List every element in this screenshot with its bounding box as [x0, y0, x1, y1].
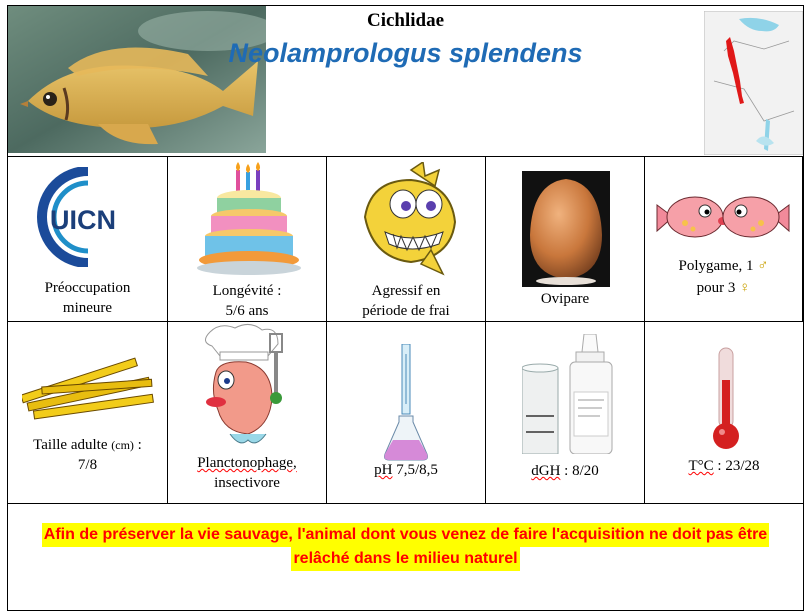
species-sheet: [7, 5, 804, 611]
cell-mating: [645, 157, 803, 322]
female-symbol-icon: ♀: [739, 280, 751, 296]
mating-label-line1: Polygame, 1 ♂: [678, 258, 769, 274]
diet-label-line2: insectivore: [214, 475, 280, 491]
longevity-label-line2: 5/6 ans: [225, 303, 269, 319]
family-name: Cichlidae: [366, 10, 445, 31]
cell-iucn: [8, 157, 168, 322]
species-name: Neolamprologus splendens: [228, 38, 583, 68]
folding-ruler-icon: [22, 347, 158, 427]
temp-label: T°C : 23/28: [688, 458, 760, 474]
info-grid: [8, 157, 803, 504]
size-value: 7/8: [77, 457, 98, 473]
cell-reproduction: [486, 157, 645, 322]
chef-fish-icon: [190, 322, 306, 452]
male-symbol-icon: ♂: [757, 258, 769, 274]
kissing-fish-icon: [653, 185, 793, 250]
iucn-label-line2: mineure: [62, 300, 113, 316]
cell-behaviour: [327, 157, 486, 322]
cell-size: [8, 322, 168, 503]
cell-diet: [168, 322, 327, 503]
size-label: Taille adulte (cm) :: [33, 437, 142, 453]
birthday-cake-icon: [194, 162, 304, 277]
longevity-label-line1: Longévité :: [212, 283, 282, 299]
iucn-label-line1: Préoccupation: [44, 280, 131, 296]
ph-flask-icon: [381, 344, 431, 462]
reproduction-label: Ovipare: [540, 291, 590, 307]
cell-longevity: [168, 157, 327, 322]
header: [8, 6, 803, 157]
egg-icon: [522, 171, 610, 287]
cell-temp: [645, 322, 803, 503]
iucn-logo-icon: [28, 167, 148, 267]
test-kit-icon: [522, 334, 618, 454]
lake-tanganyika-map-icon: [704, 11, 803, 155]
cell-ph: [327, 322, 486, 503]
angry-fish-icon: [351, 162, 463, 277]
iucn-logo-text: UICN: [50, 205, 116, 235]
behaviour-label-line1: Agressif en: [371, 283, 441, 299]
release-warning: [8, 504, 803, 571]
warning-line1: Afin de préserver la vie sauvage, l'animal dont vous venez de faire l'acquisition ne doit pas être: [42, 523, 769, 547]
dgh-label: dGH : 8/20: [531, 463, 599, 479]
behaviour-label-line2: période de frai: [362, 303, 450, 319]
cell-dgh: [486, 322, 645, 503]
ph-label: pH 7,5/8,5: [374, 462, 438, 478]
diet-label-line1: Planctonophage,: [197, 455, 297, 471]
warning-line2: relâché dans le milieu naturel: [291, 547, 519, 571]
mating-label-line2: pour 3 ♀: [696, 280, 751, 296]
thermometer-icon: [711, 346, 741, 450]
